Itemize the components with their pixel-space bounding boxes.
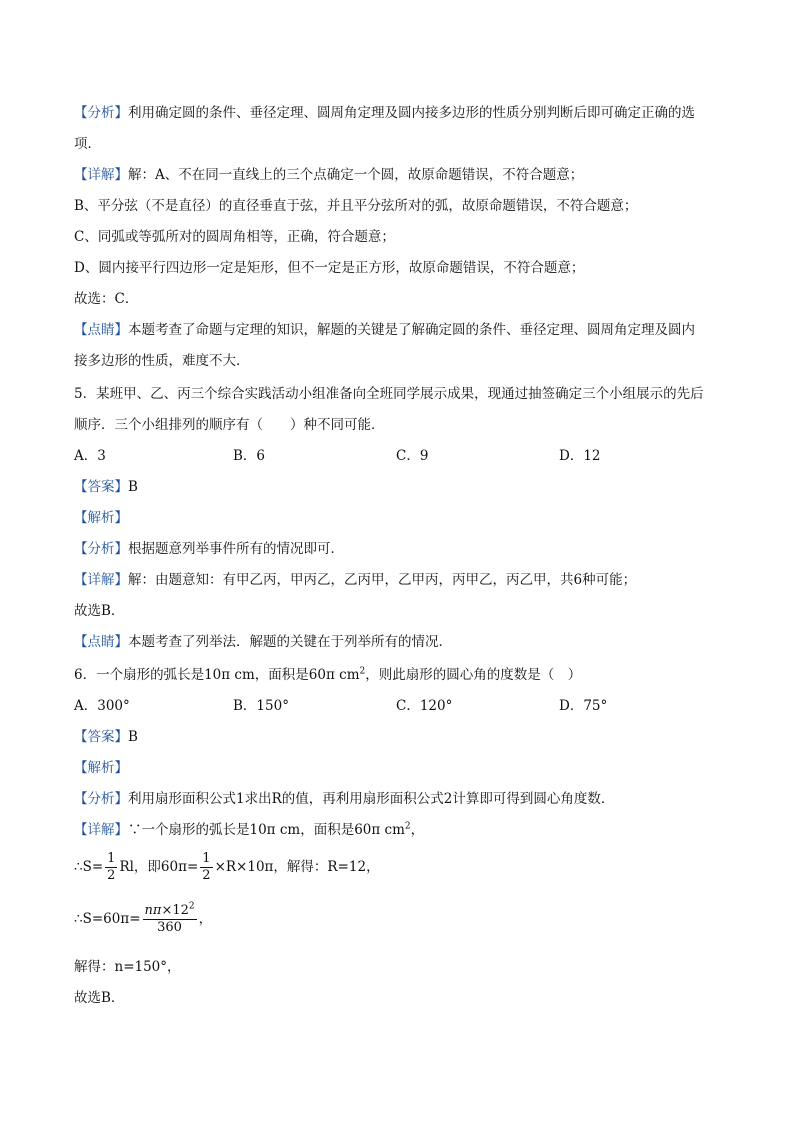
frac-denominator-angle: 360 [157, 920, 182, 935]
f1-pre: ∴S= [74, 859, 104, 875]
q6-detail-tag: 【详解】 [74, 822, 128, 838]
f2-pre: ∴S=60π= [74, 911, 141, 927]
f1-mid: Rl，即60π= [119, 859, 199, 875]
detail-choose: 故选：C． [74, 291, 139, 307]
fraction-half [105, 851, 117, 884]
fraction-half-2 [200, 851, 212, 884]
q5-stem-line-2: 顺序．三个小组排列的顺序有（ ）种不同可能． [74, 417, 385, 433]
q5-comment-tag: 【点睛】 [74, 634, 128, 650]
q6-option-a: A．300° [74, 698, 130, 714]
analysis-line-2: 项． [74, 136, 101, 152]
q5-choose: 故选B． [74, 603, 125, 619]
q5-answer-tag: 【答案】 [74, 479, 128, 495]
q6-detail-a: ∵一个扇形的弧长是10π cm，面积是60π cm [128, 822, 405, 838]
q5-option-b: B．6 [233, 448, 266, 464]
q5-answer: B [128, 479, 138, 495]
q6-detail-b: ， [410, 822, 425, 838]
q6-analysis-line [74, 790, 734, 808]
f2-num-a: nπ [144, 903, 162, 918]
q6-detail-sup: 2 [404, 821, 411, 832]
q6-formula-1 [74, 850, 734, 884]
q6-solve: 解得：n=150°， [74, 959, 181, 975]
f2-post: ， [198, 911, 213, 927]
q6-jiexi-tag: 【解析】 [74, 760, 128, 776]
q5-detail-line [74, 571, 734, 589]
q5-detail-text: 解：由题意知：有甲乙丙，甲丙乙，乙丙甲，乙甲丙，丙甲乙，丙乙甲，共6种可能； [128, 572, 637, 588]
detail-text-a: 解：A、不在同一直线上的三个点确定一个圆，故原命题错误，不符合题意； [128, 167, 584, 183]
q5-analysis-text: 根据题意列举事件所有的情况即可． [128, 541, 344, 557]
q6-option-c: C．120° [396, 698, 453, 714]
f2-num-b: ×12 [161, 903, 189, 918]
q6-choose: 故选B． [74, 990, 125, 1006]
frac-numerator-2: 1 [202, 851, 211, 866]
detail-tag: 【详解】 [74, 167, 128, 183]
q5-analysis-line [74, 540, 734, 558]
q6-stem-sup: 2 [359, 666, 366, 677]
detail-line-b: B、平分弦（不是直径）的直径垂直于弦，并且平分弦所对的弧，故原命题错误，不符合题意； [74, 198, 638, 214]
comment-tag: 【点睛】 [74, 322, 128, 338]
detail-line-a [74, 166, 734, 184]
q6-analysis-tag: 【分析】 [74, 791, 128, 807]
comment-text: 本题考查了命题与定理的知识，解题的关键是了解确定圆的条件、垂径定理、圆周角定理及圆内 [128, 322, 695, 338]
q5-analysis-tag: 【分析】 [74, 541, 128, 557]
q5-comment-line [74, 633, 734, 651]
q6-detail-line [74, 821, 734, 839]
frac-denominator: 2 [107, 868, 116, 883]
fraction-angle [143, 903, 197, 936]
q6-option-d: D．75° [559, 698, 608, 714]
frac-numerator-angle [143, 903, 197, 920]
q6-formula-2 [74, 900, 734, 938]
frac-numerator: 1 [107, 851, 116, 866]
detail-line-c: C、同弧或等弧所对的圆周角相等，正确，符合题意； [74, 229, 395, 245]
analysis-tag: 【分析】 [74, 105, 128, 121]
q6-stem [74, 666, 734, 684]
q5-answer-line [74, 478, 734, 496]
q5-stem-line-1: 5．某班甲、乙、丙三个综合实践活动小组准备向全班同学展示成果，现通过抽签确定三个小组展示的先后 [74, 386, 704, 402]
q5-option-a: A．3 [74, 448, 106, 464]
q5-option-c: C．9 [396, 448, 429, 464]
comment-line-2: 接多边形的性质，难度不大． [74, 353, 250, 369]
analysis-text: 利用确定圆的条件、垂径定理、圆周角定理及圆内接多边形的性质分别判断后即可确定正确的选 [128, 105, 695, 121]
q5-option-d: D．12 [559, 448, 601, 464]
q6-answer: B [128, 729, 138, 745]
q6-stem-b: ，则此扇形的圆心角的度数是（ ） [365, 667, 582, 683]
frac-denominator-2: 2 [202, 868, 211, 883]
q5-detail-tag: 【详解】 [74, 572, 128, 588]
q6-answer-line [74, 728, 734, 746]
analysis-line-1 [74, 104, 734, 122]
q6-analysis-text: 利用扇形面积公式1求出R的值，再利用扇形面积公式2计算即可得到圆心角度数． [128, 791, 615, 807]
f1-post: ×R×10π，解得：R=12， [214, 859, 380, 875]
q6-stem-a: 6．一个扇形的弧长是10π cm，面积是60π cm [74, 667, 360, 683]
f2-num-sup: 2 [188, 901, 195, 912]
q6-answer-tag: 【答案】 [74, 729, 128, 745]
q6-option-b: B．150° [233, 698, 289, 714]
detail-line-d: D、圆内接平行四边形一定是矩形，但不一定是正方形，故原命题错误，不符合题意； [74, 260, 585, 276]
q5-comment-text: 本题考查了列举法．解题的关键在于列举所有的情况． [128, 634, 452, 650]
q5-jiexi-tag: 【解析】 [74, 510, 128, 526]
comment-line-1 [74, 321, 734, 339]
